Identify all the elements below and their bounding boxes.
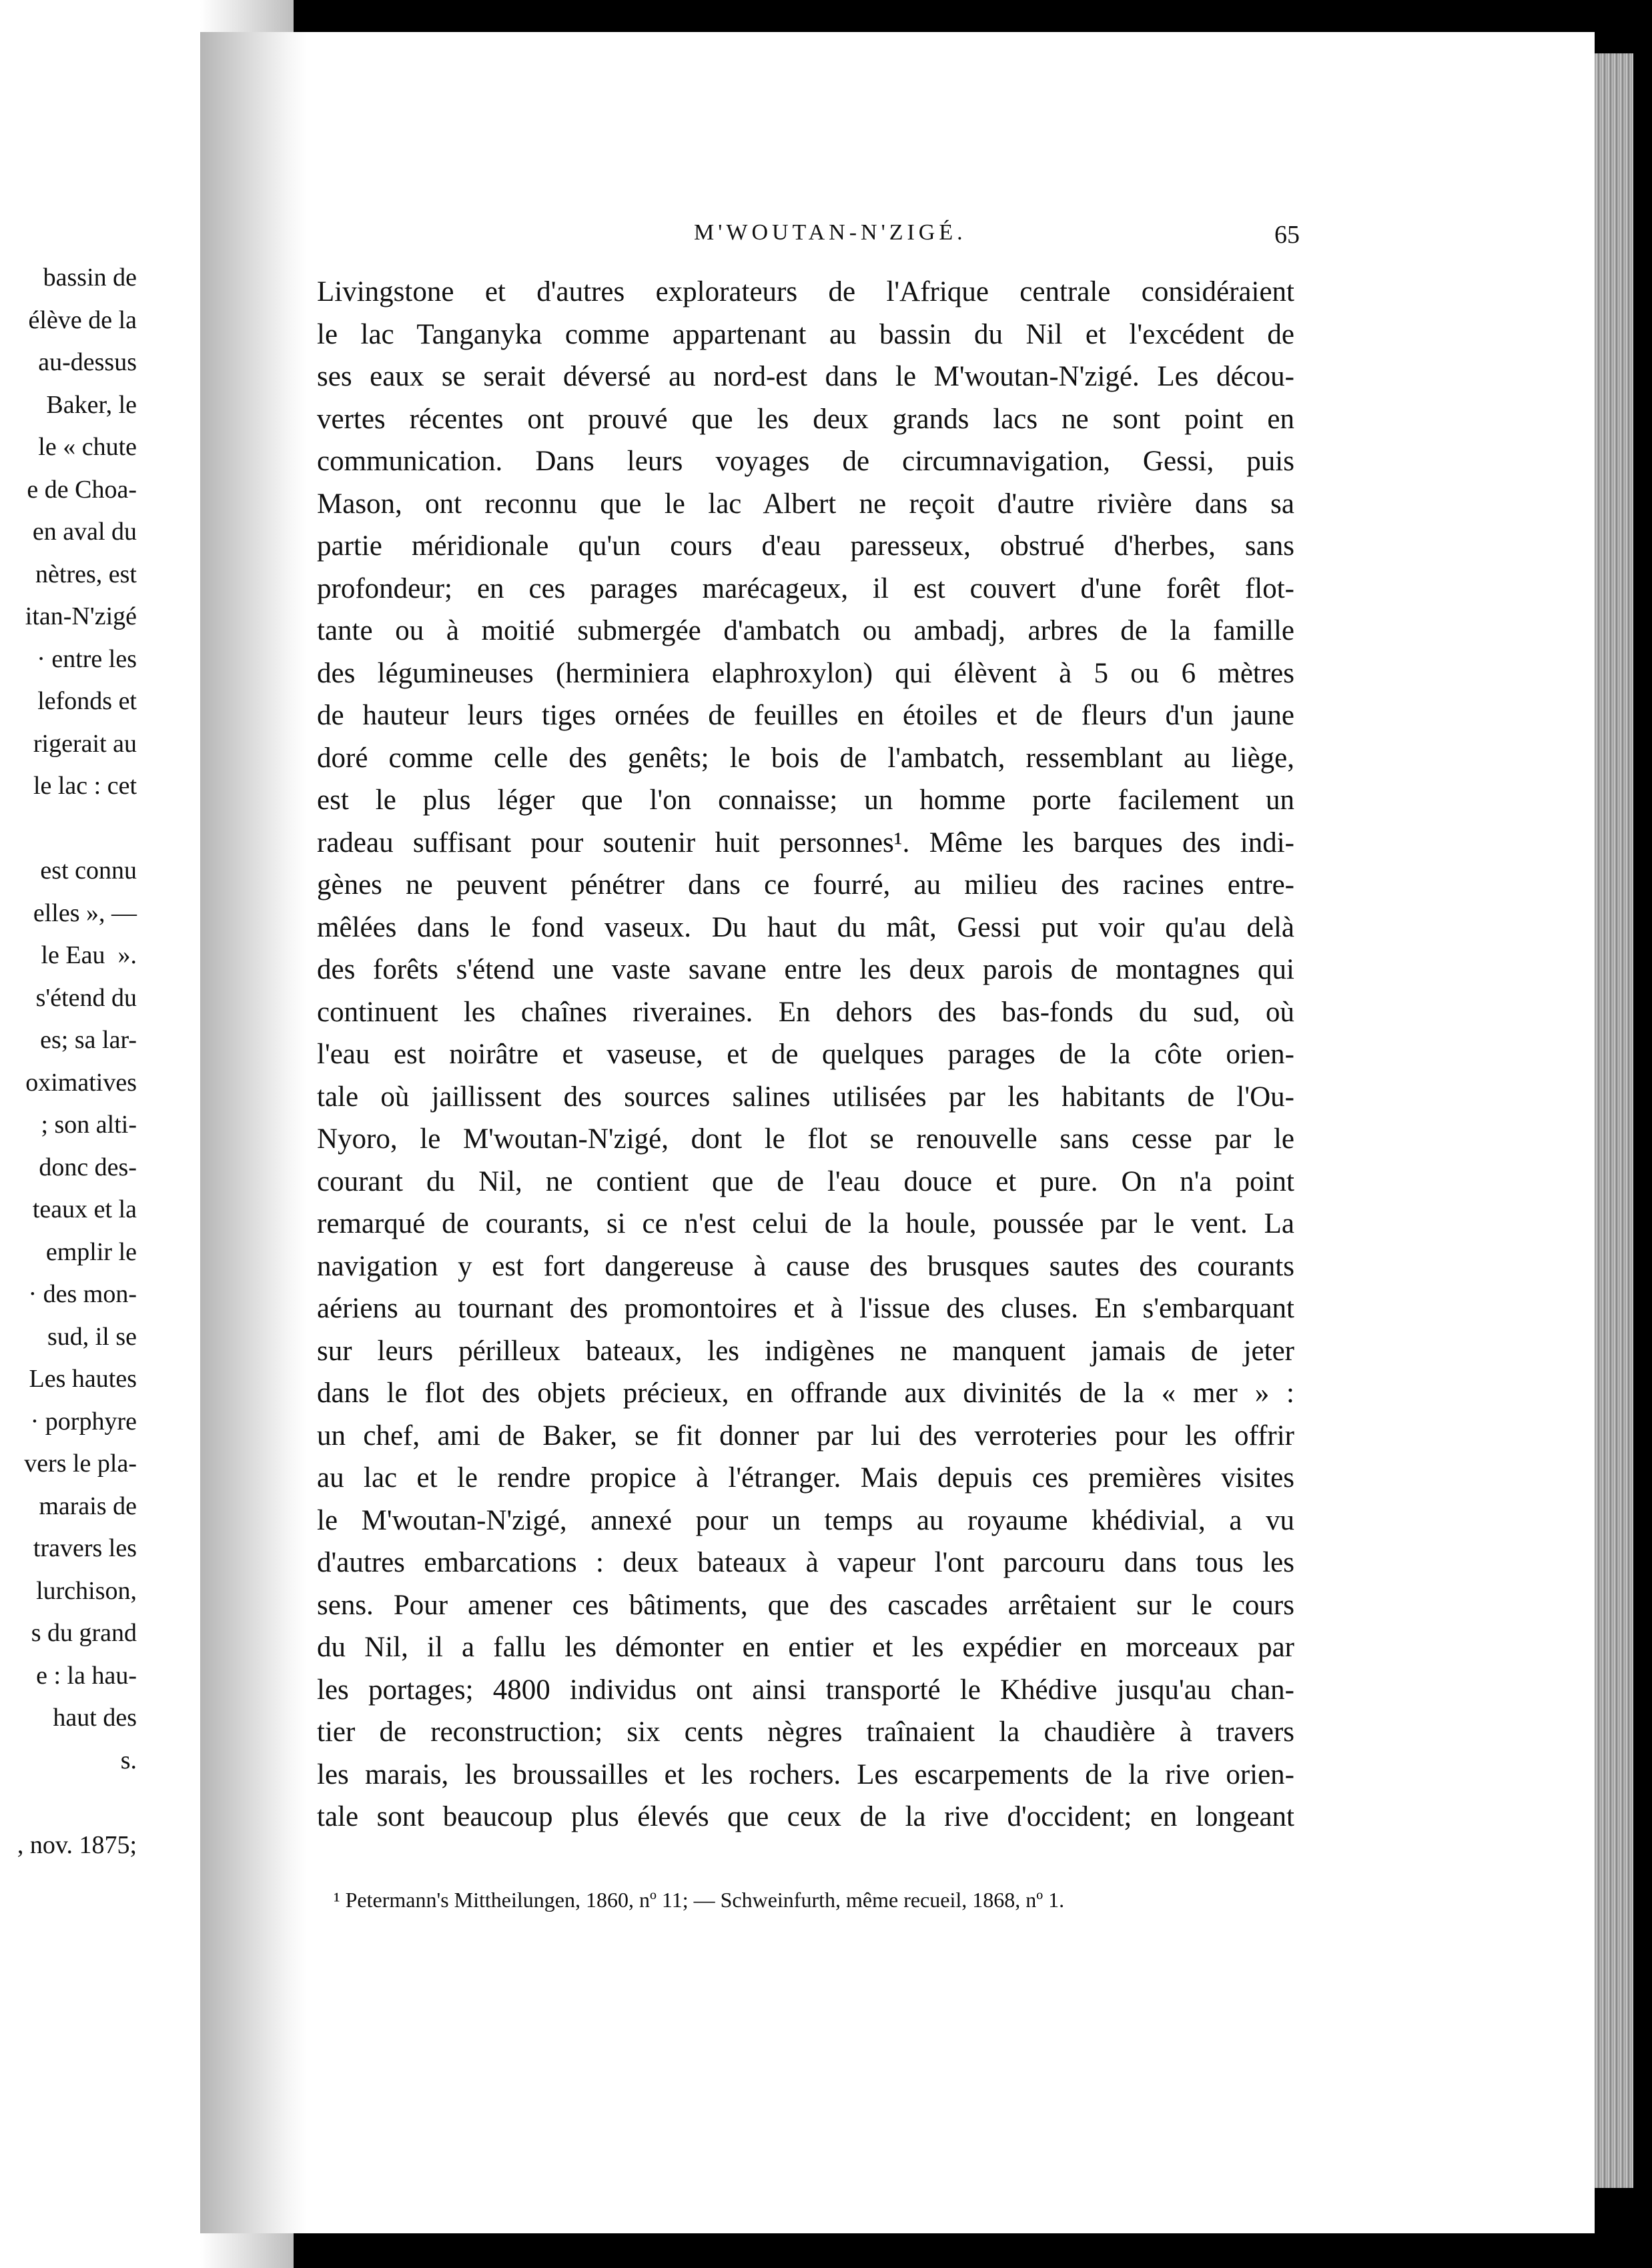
left-page-line: donc des- (39, 1153, 137, 1181)
left-page-line: le « chute (38, 433, 137, 461)
left-page-line: elles », — (33, 899, 137, 927)
left-page-line: e de Choa- (27, 475, 137, 504)
left-page-line: · des mon- (28, 1280, 137, 1308)
left-page-line: vers le pla- (24, 1450, 137, 1478)
body-line: tale sont beaucoup plus élevés que ceux de la rive d'occident; en longeant (317, 1801, 1294, 1832)
left-page-line: au-dessus (38, 348, 137, 376)
body-line: doré comme celle des genêts; le bois de l'ambatch, ressemblant au liège, (317, 742, 1294, 774)
left-page-line: est connu (40, 857, 137, 885)
left-page-line: teaux et la (32, 1195, 137, 1223)
left-page-line: lurchison, (36, 1576, 137, 1605)
left-page-line: es; sa lar- (40, 1026, 137, 1054)
footnote: ¹ Petermann's Mittheilungen, 1860, nº 11; — Schweinfurth, même recueil, 1868, nº 1. (334, 1888, 1065, 1912)
body-line: profondeur; en ces parages marécageux, il est couvert d'une forêt flot- (317, 572, 1294, 604)
body-line: est le plus léger que l'on connaisse; un homme porte facilement un (317, 784, 1294, 816)
left-page-line: emplir le (45, 1237, 137, 1266)
body-line: l'eau est noirâtre et vaseuse, et de quelques parages de la côte orien- (317, 1039, 1294, 1070)
body-line: partie méridionale qu'un cours d'eau paresseux, obstrué d'herbes, sans (317, 530, 1294, 562)
body-line: un chef, ami de Baker, se fit donner par lui des verroteries pour les offrir (317, 1420, 1294, 1452)
gutter-shadow (200, 32, 307, 2233)
body-line: courant du Nil, ne contient que de l'eau douce et pure. On n'a point (317, 1165, 1294, 1197)
left-page-line: Baker, le (46, 390, 137, 419)
left-page-line: e : la hau- (36, 1661, 137, 1690)
left-page-line (0, 1782, 137, 1824)
left-page-line (0, 808, 137, 851)
left-page-line: ; son alti- (41, 1111, 137, 1139)
body-line: sur leurs périlleux bateaux, les indigènes ne manquent jamais de jeter (317, 1335, 1294, 1367)
body-line: communication. Dans leurs voyages de circumnavigation, Gessi, puis (317, 446, 1294, 477)
body-line: aériens au tournant des promontoires et à l'issue des cluses. En s'embarquant (317, 1293, 1294, 1324)
body-line: de hauteur leurs tiges ornées de feuilles en étoiles et de fleurs d'un jaune (317, 700, 1294, 731)
body-text (317, 271, 1294, 1838)
body-line: tante ou à moitié submergée d'ambatch ou ambadj, arbres de la famille (317, 615, 1294, 646)
body-line: des légumineuses (herminiera elaphroxylon) qui élèvent à 5 ou 6 mètres (317, 657, 1294, 689)
left-page-line: rigerait au (33, 729, 137, 758)
body-line: continuent les chaînes riveraines. En dehors des bas-fonds du sud, où (317, 996, 1294, 1028)
left-page-line: le Eau ». (41, 941, 137, 969)
body-line: Livingstone et d'autres explorateurs de l'Afrique centrale considéraient (317, 276, 1294, 308)
body-line: les marais, les broussailles et les rochers. Les escarpements de la rive orien- (317, 1758, 1294, 1790)
left-page-line: Les hautes (29, 1365, 137, 1393)
body-line: Nyoro, le M'woutan-N'zigé, dont le flot se renouvelle sans cesse par le (317, 1123, 1294, 1155)
left-page-line: s du grand (31, 1619, 137, 1647)
body-line: dans le flot des objets précieux, en offrande aux divinités de la « mer » : (317, 1377, 1294, 1409)
body-line: d'autres embarcations : deux bateaux à vapeur l'ont parcouru dans tous les (317, 1547, 1294, 1578)
body-line: les portages; 4800 individus ont ainsi transporté le Khédive jusqu'au chan- (317, 1674, 1294, 1706)
body-line: le M'woutan-N'zigé, annexé pour un temps au royaume khédivial, a vu (317, 1504, 1294, 1536)
body-line: du Nil, il a fallu les démonter en entier et les expédier en morceaux par (317, 1632, 1294, 1663)
page-number: 65 (1274, 221, 1300, 249)
left-page-line: nètres, est (35, 560, 137, 588)
running-title: M'WOUTAN-N'ZIGÉ. (694, 220, 967, 245)
body-line: remarqué de courants, si ce n'est celui de la houle, poussée par le vent. La (317, 1208, 1294, 1239)
page-edges (1595, 53, 1633, 2188)
left-page-line: travers les (33, 1534, 137, 1562)
left-page-line: marais de (39, 1492, 137, 1520)
body-line: au lac et le rendre propice à l'étranger. Mais depuis ces premières visites (317, 1462, 1294, 1494)
left-page-line: le lac : cet (33, 772, 137, 800)
body-line: le lac Tanganyka comme appartenant au bassin du Nil et l'excédent de (317, 318, 1294, 350)
body-line: vertes récentes ont prouvé que les deux grands lacs ne sont point en (317, 403, 1294, 435)
body-line: ses eaux se serait déversé au nord-est dans le M'woutan-N'zigé. Les décou- (317, 361, 1294, 392)
left-page-line: · entre les (37, 644, 137, 673)
body-line: radeau suffisant pour soutenir huit personnes¹. Même les barques des indi- (317, 826, 1294, 859)
left-page-line: en aval du (32, 518, 137, 546)
body-line: gènes ne peuvent pénétrer dans ce fourré, au milieu des racines entre- (317, 869, 1294, 901)
body-line: mêlées dans le fond vaseux. Du haut du mât, Gessi put voir qu'au delà (317, 911, 1294, 943)
left-page-line: bassin de (43, 263, 137, 292)
left-page-line: s'étend du (35, 983, 137, 1012)
left-page-text (0, 257, 137, 1866)
left-page-line: haut des (53, 1704, 137, 1732)
body-line: tier de reconstruction; six cents nègres traînaient la chaudière à travers (317, 1716, 1294, 1748)
left-page-line: lefonds et (37, 687, 137, 715)
left-page-line: · porphyre (30, 1407, 137, 1436)
body-line: sens. Pour amener ces bâtiments, que des cascades arrêtaient sur le cours (317, 1589, 1294, 1621)
body-line: des forêts s'étend une vaste savane entre les deux parois de montagnes qui (317, 954, 1294, 985)
body-line: navigation y est fort dangereuse à cause des brusques sautes des courants (317, 1250, 1294, 1282)
left-page-line: oximatives (25, 1068, 137, 1097)
left-page-line: , nov. 1875; (17, 1830, 137, 1859)
left-page-line: élève de la (28, 306, 137, 334)
body-line: Mason, ont reconnu que le lac Albert ne reçoit d'autre rivière dans sa (317, 488, 1294, 520)
body-line: tale où jaillissent des sources salines utilisées par les habitants de l'Ou- (317, 1081, 1294, 1113)
left-page-line: itan-N'zigé (25, 602, 137, 630)
left-page-line: sud, il se (47, 1322, 137, 1351)
left-page-line: s. (120, 1746, 137, 1774)
